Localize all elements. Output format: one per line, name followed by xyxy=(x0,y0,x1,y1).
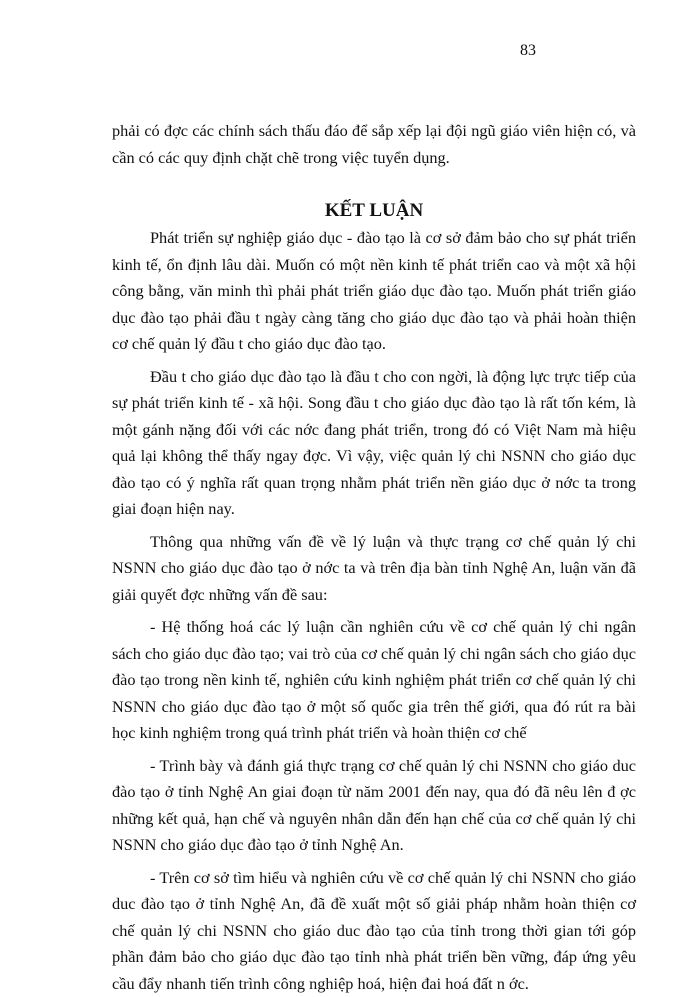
paragraph-2: Đầu t cho giáo dục đào tạo là đầu t cho con ngời, là động lực trực tiếp của sự phát triển kinh tế - xã hội. Song đầu t cho giáo dục đào tạo là rất tốn kém, là một gánh nặng đối với các nớc đang phát triển, trong đó có Việt Nam mà hiệu quả lại không thể thấy ngay đợc. Vì vậy, việc quản lý chi NSNN cho giáo dục đào tạo có ý nghĩa rất quan trọng nhằm phát triển nền giáo dục ở nớc ta trong giai đoạn hiện nay. xyxy=(112,364,636,523)
intro-paragraph: phải có đợc các chính sách thấu đáo để sắp xếp lại đội ngũ giáo viên hiện có, và cần có các quy định chặt chẽ trong việc tuyển dụng. xyxy=(112,118,636,171)
paragraph-6: - Trên cơ sở tìm hiểu và nghiên cứu về cơ chế quản lý chi NSNN cho giáo duc đào tạo ở tỉnh Nghệ An, đã đề xuất một số giải pháp nhằm hoàn thiện cơ chế quản lý chi NSNN cho giáo duc đào tạo của tỉnh trong thời gian tới góp phần đảm bảo cho giáo dục đào tạo tỉnh nhà phát triển bền vững, đáp ứng yêu cầu đẩy nhanh tiến trình công nghiệp hoá, hiện đai hoá đất n ớc. xyxy=(112,865,636,997)
section-heading: KẾT LUẬN xyxy=(112,199,636,223)
paragraph-1: Phát triển sự nghiệp giáo dục - đào tạo là cơ sở đảm bảo cho sự phát triển kinh tế, ổn định lâu dài. Muốn có một nền kinh tế phát triển cao và một xã hội công bằng, văn minh thì phải phát triển giáo dục đào tạo. Muốn phát triển giáo dục đào tạo phải đầu t ngày càng tăng cho giáo dục đào tạo và phải hoàn thiện cơ chế quản lý đầu t cho giáo dục đào tạo. xyxy=(112,225,636,358)
page-content xyxy=(112,118,636,997)
paragraph-3: Thông qua những vấn đề về lý luận và thực trạng cơ chế quản lý chi NSNN cho giáo dục đào tạo ở nớc ta và trên địa bàn tỉnh Nghệ An, luận văn đã giải quyết đợc những vấn đề sau: xyxy=(112,529,636,609)
page-number: 83 xyxy=(520,42,536,60)
paragraph-4: - Hệ thống hoá các lý luận cần nghiên cứu về cơ chế quản lý chi ngân sách cho giáo dục đào tạo; vai trò của cơ chế quản lý chi ngân sách cho giáo dục đào tạo trong nền kinh tế, nghiên cứu kinh nghiệm phát triển cơ chế quản lý chi NSNN cho giáo dục đào tạo ở một số quốc gia trên thế giới, qua đó rút ra bài học kinh nghiệm trong quá trình phát triển và hoàn thiện cơ chế xyxy=(112,614,636,747)
paragraph-5: - Trình bày và đánh giá thực trạng cơ chế quản lý chi NSNN cho giáo duc đào tạo ở tỉnh Nghệ An giai đoạn từ năm 2001 đến nay, qua đó đã nêu lên đ ợc những kết quả, hạn chế và nguyên nhân dẫn đến hạn chế của cơ chế quản lý chi NSNN cho giáo dục đào tạo ở tỉnh Nghệ An. xyxy=(112,753,636,859)
